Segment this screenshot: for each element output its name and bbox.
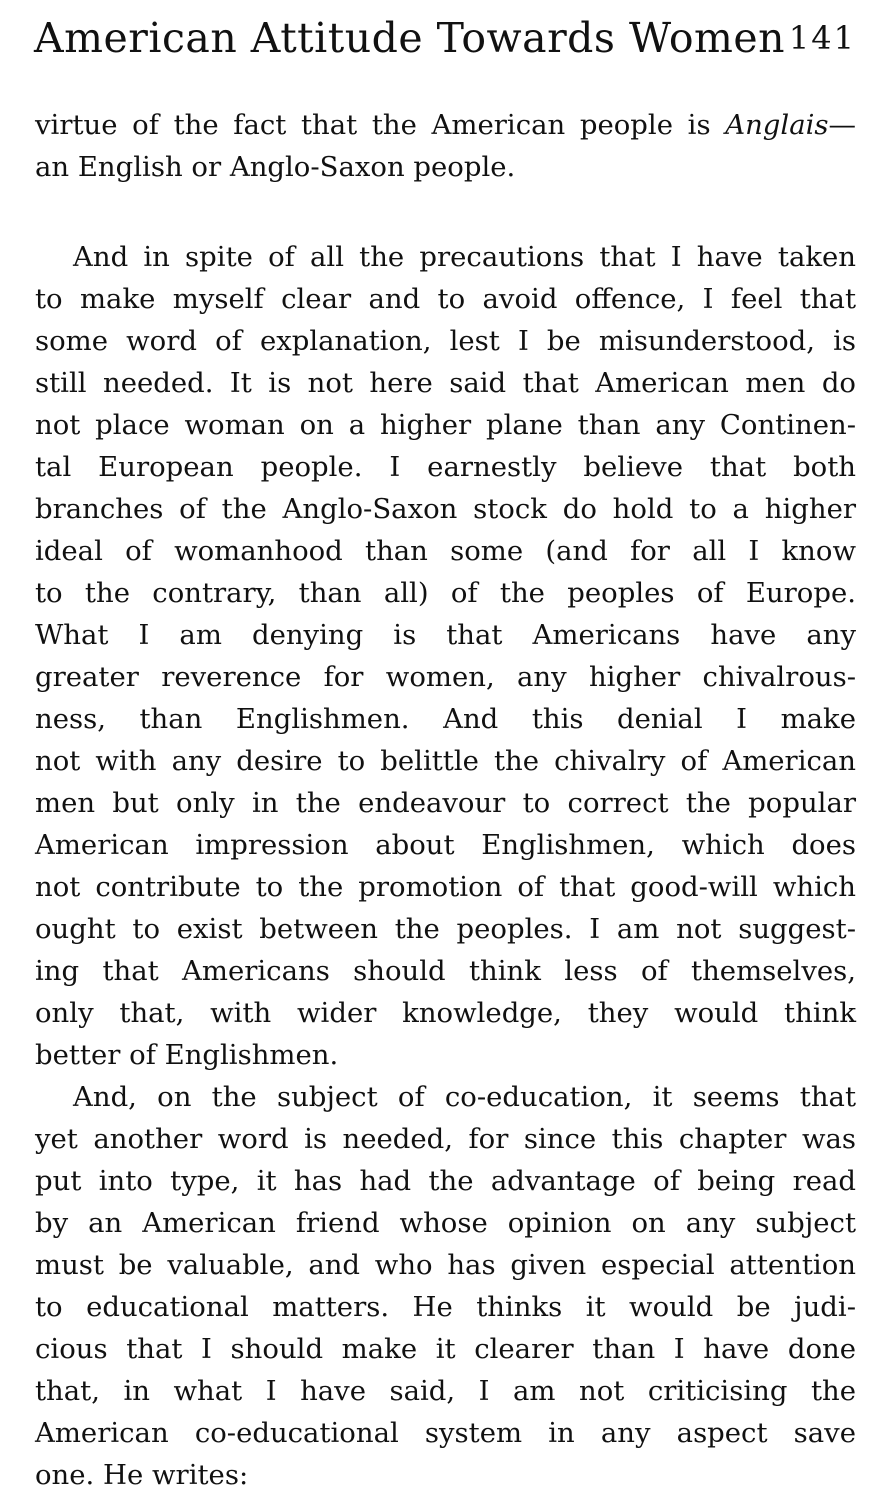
- em-dash: —: [828, 109, 856, 141]
- text-line: ness, than Englishmen. And this denial I make: [35, 703, 856, 735]
- text-line: some word of explanation, lest I be misunderstood, is: [35, 325, 856, 357]
- text-line: not contribute to the promotion of that good-will which: [35, 871, 856, 903]
- text-line: to make myself clear and to avoid offence, I feel that: [35, 283, 856, 315]
- paragraph: [35, 1076, 856, 1496]
- text-line: must be valuable, and who has given especial attention: [35, 1249, 856, 1281]
- text-line: an English or Anglo-Saxon people.: [35, 151, 516, 183]
- text-line: ought to exist between the peoples. I am not suggest-: [35, 913, 856, 945]
- text-line: still needed. It is not here said that American men do: [35, 367, 856, 399]
- text-line: put into type, it has had the advantage of being read: [35, 1165, 856, 1197]
- text-line: What I am denying is that Americans have any: [35, 619, 856, 651]
- paragraph-gap: [35, 188, 856, 236]
- page-number: 141: [788, 19, 856, 57]
- text-line: American co-educational system in any aspect save: [35, 1417, 856, 1449]
- running-title: American Attitude Towards Women: [34, 14, 786, 62]
- text-run: virtue of the fact that the American people is: [35, 109, 726, 141]
- text-line: men but only in the endeavour to correct the popular: [35, 787, 856, 819]
- running-head: [34, 10, 856, 70]
- text-line: not place woman on a higher plane than any Continen-: [35, 409, 856, 441]
- text-line: ing that Americans should think less of themselves,: [35, 955, 856, 987]
- text-line: greater reverence for women, any higher chivalrous-: [35, 661, 856, 693]
- text-line: to educational matters. He thinks it would be judi-: [35, 1291, 856, 1323]
- text-line: one. He writes:: [35, 1459, 249, 1491]
- text-line: American impression about Englishmen, which does: [35, 829, 856, 861]
- text-line: yet another word is needed, for since this chapter was: [35, 1123, 856, 1155]
- text-line: tal European people. I earnestly believe that both: [35, 451, 856, 483]
- text-line: And, on the subject of co-education, it seems that: [73, 1081, 856, 1113]
- text-line: cious that I should make it clearer than I have done: [35, 1333, 856, 1365]
- text-line: that, in what I have said, I am not criticising the: [35, 1375, 856, 1407]
- text-line: [35, 104, 856, 146]
- text-line: better of Englishmen.: [35, 1039, 339, 1071]
- text-line: to the contrary, than all) of the peoples of Europe.: [35, 577, 856, 609]
- body-text: [35, 104, 856, 1496]
- text-line: only that, with wider knowledge, they would think: [35, 997, 856, 1029]
- text-line: ideal of womanhood than some (and for all I know: [35, 535, 856, 567]
- text-line: not with any desire to belittle the chivalry of American: [35, 745, 856, 777]
- text-line: branches of the Anglo-Saxon stock do hold to a higher: [35, 493, 856, 525]
- paragraph: [35, 236, 856, 1076]
- text-line: And in spite of all the precautions that I have taken: [73, 241, 856, 273]
- italic-word: Anglais: [725, 109, 829, 141]
- text-line: by an American friend whose opinion on any subject: [35, 1207, 856, 1239]
